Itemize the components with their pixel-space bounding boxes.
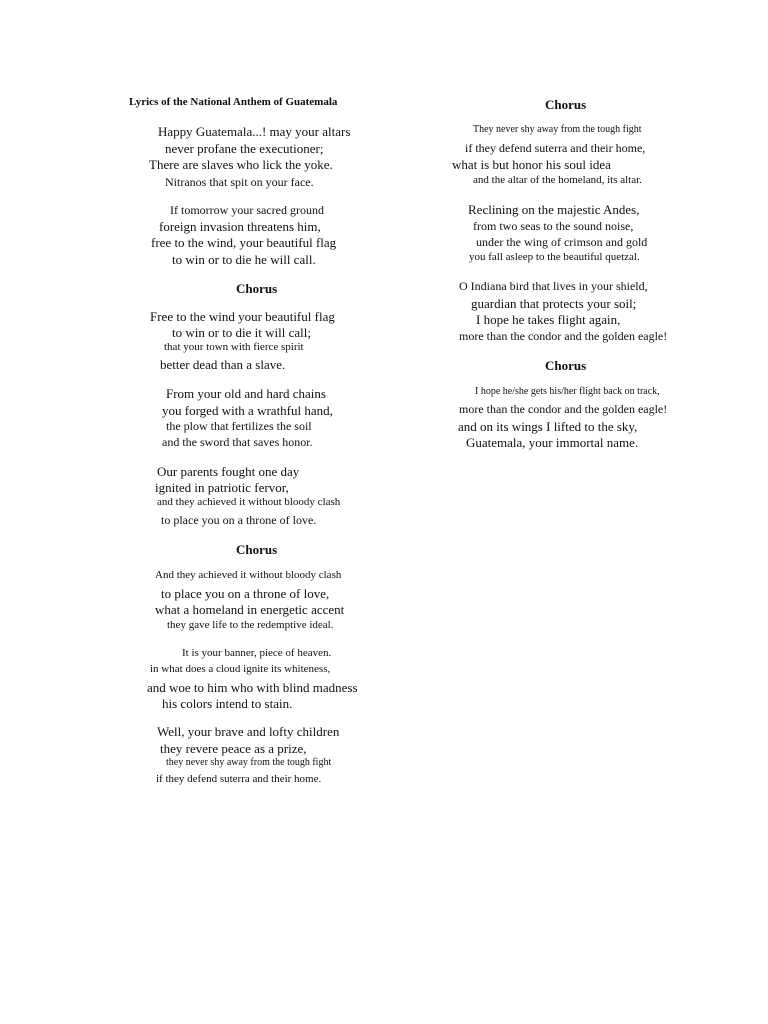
verse-line: in what does a cloud ignite its whiteness,: [150, 663, 331, 675]
verse-line: foreign invasion threatens him,: [159, 219, 321, 234]
document-title: Lyrics of the National Anthem of Guatemala: [129, 96, 338, 108]
verse-line: they gave life to the redemptive ideal.: [167, 619, 334, 631]
verse-line: you forged with a wrathful hand,: [162, 403, 333, 418]
verse-line: that your town with fierce spirit: [164, 341, 304, 353]
verse-line: It is your banner, piece of heaven.: [182, 647, 332, 659]
verse-line: Guatemala, your immortal name.: [466, 435, 639, 450]
chorus-heading: Chorus: [236, 542, 278, 557]
verse-line: I hope he/she gets his/her flight back on track,: [475, 386, 660, 397]
verse-line: They never shy away from the tough fight: [473, 124, 642, 135]
verse-line: ignited in patriotic fervor,: [155, 480, 289, 495]
verse-line: what a homeland in energetic accent: [155, 602, 345, 617]
verse-line: to place you on a throne of love,: [161, 586, 330, 601]
verse-line: more than the condor and the golden eagle!: [459, 402, 668, 416]
verse-line: better dead than a slave.: [160, 357, 286, 372]
verse-line: from two seas to the sound noise,: [473, 219, 634, 233]
verse-line: more than the condor and the golden eagle!: [459, 329, 668, 343]
verse-line: Reclining on the majestic Andes,: [468, 202, 640, 217]
chorus-heading: Chorus: [236, 281, 278, 296]
verse-line: the plow that fertilizes the soil: [166, 419, 312, 433]
verse-line: From your old and hard chains: [166, 386, 326, 401]
verse-line: and woe to him who with blind madness: [147, 680, 358, 695]
verse-line: Well, your brave and lofty children: [157, 724, 340, 739]
verse-line: Nitranos that spit on your face.: [165, 175, 314, 189]
verse-line: Free to the wind your beautiful flag: [150, 309, 335, 324]
verse-line: and the altar of the homeland, its altar.: [473, 174, 642, 186]
chorus-heading: Chorus: [545, 358, 587, 373]
verse-line: and they achieved it without bloody clash: [157, 496, 341, 508]
verse-line: and on its wings I lifted to the sky,: [458, 419, 638, 434]
verse-line: if they defend suterra and their home,: [465, 141, 646, 155]
verse-line: they never shy away from the tough fight: [166, 757, 332, 768]
verse-line: you fall asleep to the beautiful quetzal.: [469, 251, 640, 263]
verse-line: Our parents fought one day: [157, 464, 300, 479]
verse-line: If tomorrow your sacred ground: [170, 203, 324, 217]
verse-line: I hope he takes flight again,: [476, 312, 621, 327]
verse-line: and the sword that saves honor.: [162, 435, 313, 449]
verse-line: O Indiana bird that lives in your shield,: [459, 279, 648, 293]
verse-line: what is but honor his soul idea: [452, 157, 611, 172]
verse-line: guardian that protects your soil;: [471, 296, 637, 311]
verse-line: There are slaves who lick the yoke.: [149, 157, 333, 172]
verse-line: free to the wind, your beautiful flag: [151, 235, 337, 250]
verse-line: to place you on a throne of love.: [161, 513, 317, 527]
verse-line: And they achieved it without bloody clash: [155, 569, 342, 581]
verse-line: his colors intend to stain.: [162, 696, 293, 711]
verse-line: to win or to die he will call.: [172, 252, 316, 267]
verse-line: if they defend suterra and their home.: [156, 773, 322, 785]
verse-line: never profane the executioner;: [165, 141, 324, 156]
verse-line: Happy Guatemala...! may your altars: [158, 124, 351, 139]
verse-line: they revere peace as a prize,: [160, 741, 307, 756]
verse-line: under the wing of crimson and gold: [476, 235, 648, 249]
verse-line: to win or to die it will call;: [172, 325, 312, 340]
chorus-heading: Chorus: [545, 97, 587, 112]
